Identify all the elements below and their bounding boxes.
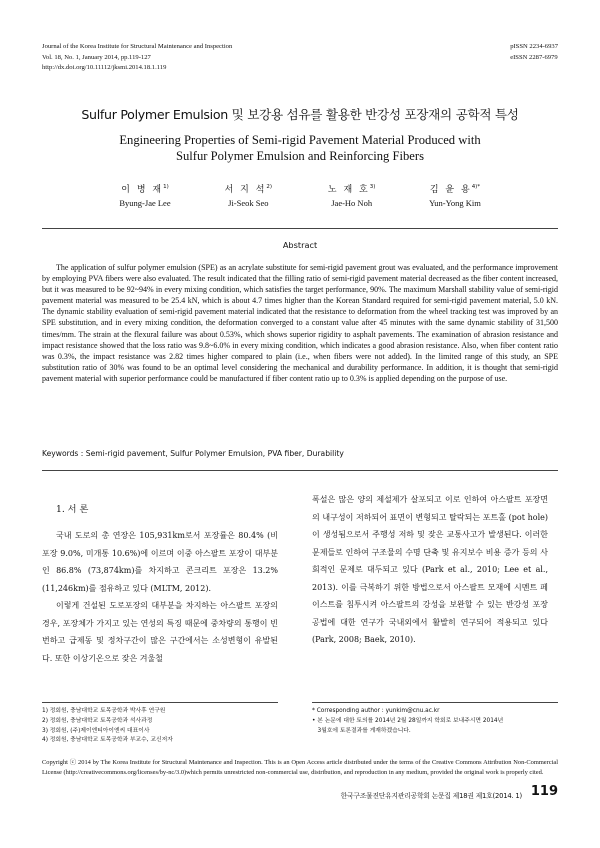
abstract-top-rule xyxy=(42,228,558,229)
title-english-line1: Engineering Properties of Semi-rigid Pavement Material Produced with xyxy=(119,133,481,147)
footnote-rule xyxy=(42,702,278,703)
footnote: 2) 정회원, 충남대학교 토목공학과 석사과정 xyxy=(42,717,153,724)
section-heading: 1. 서 론 xyxy=(56,504,89,515)
author-affiliation-mark: 2) xyxy=(266,184,273,190)
footnote: 3월호에 토론결과를 게재하겠습니다. xyxy=(312,727,411,734)
copyright-notice: Copyright ⓒ 2014 by The Korea Institute for Structural Maintenance and Inspection. This is an Open Access article distributed under the terms of the Creative Commons Attribution Non-Commercial License (http://creativecommons.org/licenses/by-nc/3.0)which permits unrestricted non-commercial use, distribution, and reproduction in any medium, provided the original work is properly cited. xyxy=(42,759,558,777)
body-right-column xyxy=(312,491,548,649)
journal-name: Journal of the Korea Institute for Structural Maintenance and Inspection xyxy=(42,43,233,50)
author-name-english: Jae-Ho Noh xyxy=(331,198,373,208)
page-footer xyxy=(290,784,558,806)
author-name-english: Ji-Seok Seo xyxy=(228,198,269,208)
author xyxy=(405,182,505,208)
author xyxy=(198,182,298,208)
footer-journal: 한국구조물진단유지관리공학회 논문집 제18권 제1호(2014. 1) xyxy=(340,792,522,800)
footnote: • 본 논문에 대한 토의를 2014년 2월 28일까지 학회로 보내주시면 2014년 xyxy=(312,717,504,724)
author-name-korean: 서 지 석 xyxy=(224,185,267,195)
author-affiliation-mark: 3) xyxy=(369,184,376,190)
body-paragraph: 폭설은 많은 양의 제설제가 살포되고 이로 인하여 아스팔트 포장면의 내구성이 저하되어 표면이 변형되고 탈락되는 포트홀 (pot hole)이 생성됨으로서 주행성 저하 및 잦은 교통사고가 발생된다. 이러한 문제들로 인하여 구조물의 수명 단축 및 유지보수 비용 증가 등의 사회적인 문제로 대두되고 있다 (Park et al., 2010; Lee et al., 2013). 이를 극복하기 위한 방법으로서 아스팔트 모재에 시멘트 페이스트를 침투시켜 아스팔트의 강성을 보완할 수 있는 반강성 포장공법에 대한 연구가 국내외에서 활발히 연구되어 적용되고 있다 (Park, 2008; Baek, 2010). xyxy=(312,495,548,644)
volume-info: Vol. 18, No. 1, January 2014, pp.119-127 xyxy=(42,53,151,61)
affiliation-footnotes xyxy=(42,707,173,746)
author-name-korean: 이 병 재 xyxy=(121,185,164,195)
footnote: 3) 정회원, (주)제이엔티아이엔씨 대표이사 xyxy=(42,727,150,734)
doi-link[interactable]: http://dx.doi.org/10.11112/jksmi.2014.18.1.119 xyxy=(42,64,167,71)
eissn: eISSN 2287-6979 xyxy=(510,53,558,61)
author xyxy=(302,182,402,208)
footnote: * Corresponding author : yunkim@cnu.ac.kr xyxy=(312,708,440,714)
author-affiliation-mark: 4)* xyxy=(471,184,481,190)
title-english xyxy=(0,132,600,164)
abstract-text: The application of sulfur polymer emulsion (SPE) as an acrylate substitute for semi-rigid pavement grout was evaluated, and the performance improvement by employing PVA fibers were also evaluated. The result indicated that the filling ratio of semi-rigid pavement material decreased as the fiber content increased, but it was measured to be 92~94% in every mixing condition, which satisfies the target performance, 90%. The maximum Marshall stability value of semi-rigid pavement material was measured to be 25.4 kN, which is about 4.7 times higher than the Korean Standard required for semi-rigid pavement material, 5.0 kN. The dynamic stability evaluation of semi-rigid pavement material indicated that the resistance to deformation from the wheel tracking test was improved by an SPE substitution, and in every mixing condition, the deformation converged to a constant value after 45 minutes with the same dynamic stability of 31,500 times/mm. The strain at the flexural failure was about 0.53%, which shows superior rigidity to asphalt pavements. The examination of abrasion resistance and impact resistance showed that the loss ratio was 9.8~6.0% in every mixing condition, which indicates a good abrasion resistance. Also, when fiber content ratio was 0.3%, the impact resistance was 2.82 times higher compared to plain (i.e., when fibers were not added). In the limited range of this study, an SPE substitution ratio of 30% was found to be an optimal level considering the mechanical and durability performance. In addition, it is thought that semi-rigid pavement material with superior performance could be manufactured if fiber content ratio up to 0.3% is applied depending on the purpose of use. xyxy=(42,263,558,383)
journal-header xyxy=(42,42,232,74)
author-name-english: Yun-Yong Kim xyxy=(429,198,481,208)
title-korean: Sulfur Polymer Emulsion 및 보강용 섬유를 활용한 반강성 포장재의 공학적 특성 xyxy=(81,107,519,122)
body-left-column xyxy=(42,527,278,667)
page-number: 119 xyxy=(530,784,558,799)
issn-block xyxy=(510,42,558,63)
abstract-bottom-rule xyxy=(42,470,558,471)
pissn: pISSN 2234-6937 xyxy=(510,43,558,50)
title-english-line2: Sulfur Polymer Emulsion and Reinforcing Fibers xyxy=(175,149,424,163)
author-list xyxy=(95,182,505,208)
author-name-english: Byung-Jae Lee xyxy=(119,198,171,208)
correspondence-footnotes xyxy=(312,707,558,736)
body-paragraph: 이렇게 건설된 도로포장의 대부분을 차지하는 아스팔트 포장의 경우, 포장체가 가지고 있는 연성의 특징 때문에 중차량의 통행이 빈번하고 급제동 및 정차구간이 많은 구간에서는 소성변형이 유발된다. 또한 이상기온으로 잦은 겨울철 xyxy=(42,601,278,663)
body-paragraph: 국내 도로의 총 연장은 105,931km로서 포장률은 80.4% (비포장 9.0%, 미개통 10.6%)에 이르며 이중 아스팔트 포장이 대부분인 86.8% (73,874km)를 차지하고 콘크리트 포장은 13.2% (11,246km)를 점유하고 있다 (MLTM, 2012). xyxy=(42,531,278,593)
keywords: Keywords : Semi-rigid pavement, Sulfur Polymer Emulsion, PVA fiber, Durability xyxy=(42,449,344,458)
author-name-korean: 김 윤 용 xyxy=(429,185,472,195)
footnote-rule xyxy=(312,702,558,703)
author-name-korean: 노 재 호 xyxy=(327,185,370,195)
author xyxy=(95,182,195,208)
footnote: 4) 정회원, 충남대학교 토목공학과 부교수, 교신저자 xyxy=(42,737,173,744)
footnote: 1) 정회원, 충남대학교 토목공학과 박사후 연구원 xyxy=(42,708,166,714)
author-affiliation-mark: 1) xyxy=(163,184,169,190)
abstract-heading: Abstract xyxy=(282,240,318,250)
